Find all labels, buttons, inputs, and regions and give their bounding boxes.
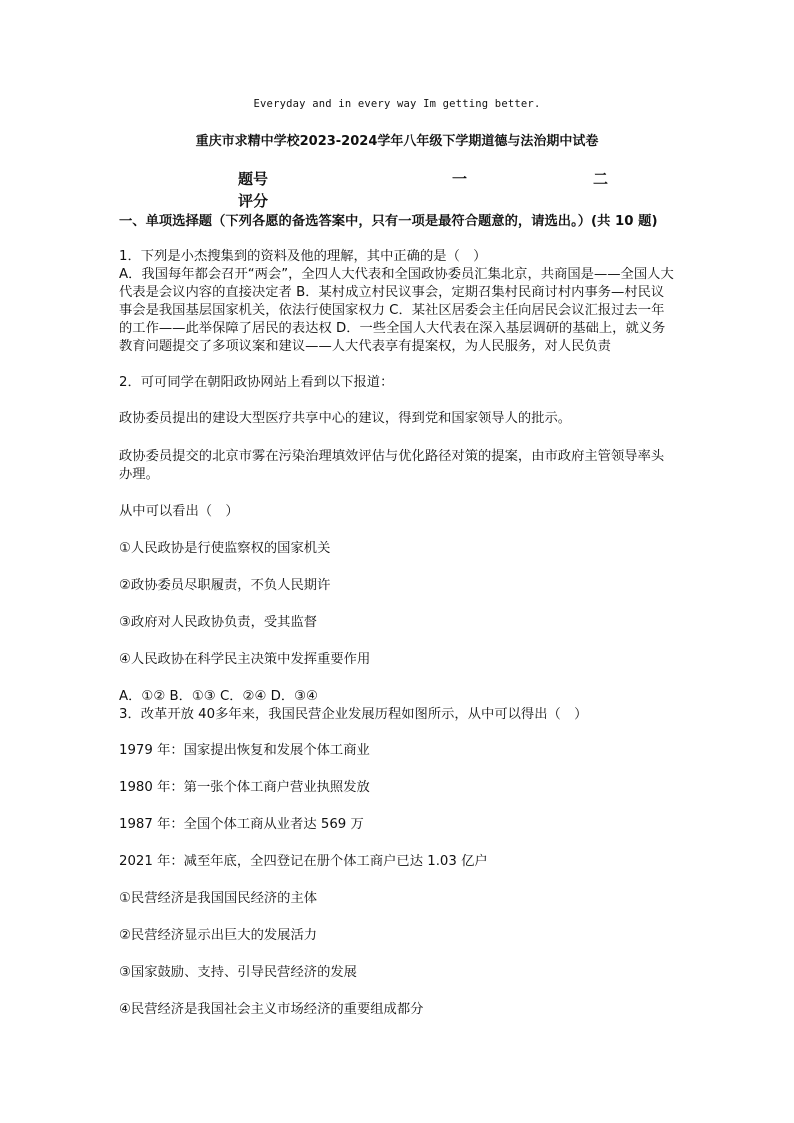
question-2-stem: 2．可可同学在朝阳政协网站上看到以下报道： bbox=[119, 375, 394, 390]
question-2-item-1: ①人民政协是行使监察权的国家机关 bbox=[119, 541, 331, 556]
question-2-item-2: ②政协委员尽职履责，不负人民期许 bbox=[119, 578, 331, 593]
header-motto: Everyday and in every way Im getting better. bbox=[253, 98, 541, 110]
exam-title: 重庆市求精中学校2023-2024学年八年级下学期道德与法治期中试卷 bbox=[195, 134, 599, 149]
question-2-report-1: 政协委员提出的建设大型医疗共享中心的建议，得到党和国家领导人的批示。 bbox=[119, 411, 572, 426]
question-2-choices: A．①② B．①③ C．②④ D．③④ bbox=[119, 689, 318, 704]
question-2-report-2: 政协委员提交的北京市雾在污染治理填效评估与优化路径对策的提案，由市政府主管领导率头办理。 bbox=[119, 449, 665, 482]
section-heading: 一、单项选择题（下列各愿的备选答案中，只有一项是最符合题意的，请选出。）(共 10 题) bbox=[119, 214, 658, 229]
question-3-item-1: ①民营经济是我国国民经济的主体 bbox=[119, 891, 318, 906]
question-3-item-2: ②民营经济显示出巨大的发展活力 bbox=[119, 928, 318, 943]
question-2-prompt: 从中可以看出（ ） bbox=[119, 504, 239, 519]
score-table-row-label-score: 评分 bbox=[238, 192, 269, 210]
score-table-row-label-question-number: 题号 bbox=[238, 170, 269, 188]
question-3-event-1987: 1987 年：全国个体工商从业者达 569 万 bbox=[119, 817, 364, 832]
question-3-item-3: ③国家鼓励、支持、引导民营经济的发展 bbox=[119, 965, 357, 980]
score-table-col-two: 二 bbox=[593, 170, 609, 188]
question-1-stem: 1．下列是小杰搜集到的资料及他的理解，其中正确的是（ ） bbox=[119, 249, 487, 264]
question-3-item-4: ④民营经济是我国社会主义市场经济的重要组成都分 bbox=[119, 1002, 424, 1017]
question-2-item-4: ④人民政协在科学民主决策中发挥重要作用 bbox=[119, 652, 371, 667]
score-table-col-one: 一 bbox=[452, 170, 468, 188]
question-1-options: A．我国每年都会召开“两会”，全四人大代表和全国政协委员汇集北京，共商国是——全国人大代表是会议内容的直接决定者 B．某村成立村民议事会，定期召集村民商讨村内事务—村民议事会是我国基层国家机关，依法行使国家权力 C．某社区居委会主任向居民会议汇报过去一年的工作——此举保障了居民的表达权 D．一些全国人大代表在深入基层调研的基础上，就义务教育问题提交了多项议案和建议——人大代表享有提案权，为人民服务，对人民负责 bbox=[119, 267, 674, 354]
question-2-item-3: ③政府对人民政协负责，受其监督 bbox=[119, 615, 318, 630]
question-3-stem: 3．改革开放 40多年来，我国民营企业发展历程如图所示，从中可以得出（ ） bbox=[119, 707, 588, 722]
question-3-event-2021: 2021 年：减至年底，全四登记在册个体工商户已达 1.03 亿户 bbox=[119, 854, 488, 869]
question-3-event-1979: 1979 年：国家提出恢复和发展个体工商业 bbox=[119, 743, 370, 758]
question-3-event-1980: 1980 年：第一张个体工商户营业执照发放 bbox=[119, 780, 370, 795]
